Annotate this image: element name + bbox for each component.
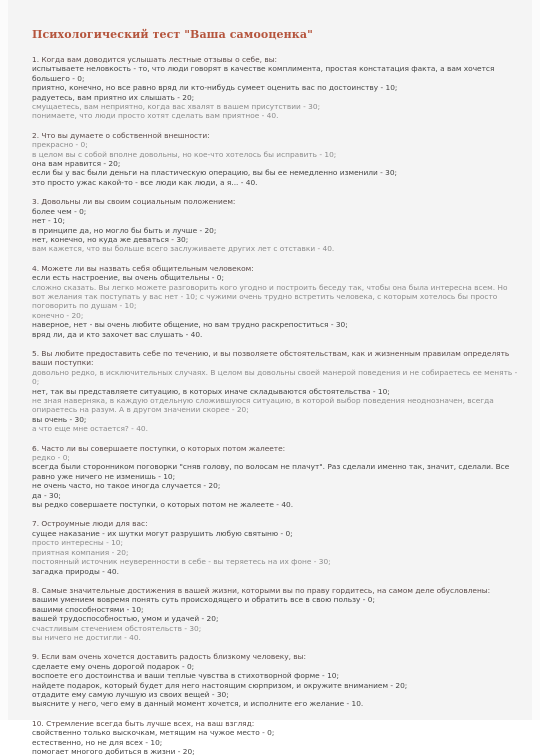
question-10 — [32, 719, 518, 756]
answer-option: наверное, нет - вы очень любите общение, но вам трудно раскрепоститься - 30; — [32, 320, 348, 330]
answer-option: свойственно только выскочкам, метящим на чужое место - 0; — [32, 728, 275, 738]
answer-option: в принципе да, но могло бы быть и лучше - 20; — [32, 225, 217, 235]
answer-option: редко - 0; — [32, 453, 70, 463]
question-3 — [32, 197, 518, 253]
answer-option: вряд ли, да и кто захочет вас слушать - 40. — [32, 329, 203, 339]
answer-option: прекрасно - 0; — [32, 140, 88, 150]
answer-option: нет, конечно, но куда же деваться - 30; — [32, 234, 189, 244]
question-2 — [32, 131, 518, 187]
answer-option: приятно, конечно, но все равно вряд ли кто-нибудь сумеет оценить вас по достоинству - 10; — [32, 83, 398, 93]
question-heading: 3. Довольны ли вы своим социальным положением: — [32, 197, 236, 207]
answer-option: отдадите ему самую лучшую из своих вещей - 30; — [32, 689, 229, 699]
answer-option: конечно - 20; — [32, 310, 84, 320]
question-heading: 1. Когда вам доводится услышать лестные отзывы о себе, вы: — [32, 55, 278, 64]
question-heading: 10. Стремление всегда быть лучше всех, на ваш взгляд: — [32, 718, 255, 728]
answer-option: загадка природы - 40. — [32, 566, 119, 576]
answer-option: более чем - 0; — [32, 206, 87, 216]
answer-option: вам кажется, что вы больше всего заслуживаете других лет с отставки - 40. — [32, 244, 335, 254]
answer-option: найдете подарок, который будет для него настоящим сюрпризом, и окружите вниманием - 20; — [32, 680, 408, 690]
answer-option: в целом вы с собой вполне довольны, но кое-что хотелось бы исправить - 10; — [32, 149, 337, 159]
question-heading: 9. Если вам очень хочется доставить радость близкому человеку, вы: — [32, 652, 306, 662]
answer-option: нет, так вы представляете ситуацию, в которых иначе складываются обстоятельства - 10; — [32, 386, 390, 396]
answer-option: приятная компания - 20; — [32, 547, 129, 557]
answer-option: если бы у вас были деньги на пластическую операцию, вы бы ее немедленно изменили - 30; — [32, 168, 398, 178]
question-5 — [32, 349, 518, 434]
answer-option: не очень часто, но такое иногда случается - 20; — [32, 481, 221, 491]
answer-option: вашим умением вовремя понять суть происходящего и обратить все в свою пользу - 0; — [32, 595, 375, 605]
question-1 — [32, 55, 518, 121]
answer-option: постоянный источник неуверенности в себе - вы теряетесь на их фоне - 30; — [32, 557, 331, 567]
answer-option: понимаете, что люди просто хотят сделать вам приятное - 40. — [32, 111, 279, 121]
page-title: Психологический тест "Ваша самооценка" — [32, 28, 313, 41]
answer-option: смущаетесь, вам неприятно, когда вас хвалят в вашем присутствии - 30; — [32, 102, 321, 112]
answer-option: просто интересны - 10; — [32, 538, 124, 548]
answer-option: да - 30; — [32, 490, 61, 500]
question-9 — [32, 652, 518, 708]
answer-option: всегда были сторонником поговорки "сняв голову, по волосам не плачут". Раз сделали именно так, значит, сделали. Все равно уже ничего не изменишь - 10; — [32, 462, 510, 481]
answer-option: довольно редко, в исключительных случаях. В целом вы довольны своей манерой поведения и не собираетесь ее менять - 0; — [32, 367, 518, 387]
question-heading: 5. Вы любите предоставить себе по течению, и вы позволяете обстоятельствам, как и жизненным правилам определять ваши поступки: — [32, 348, 510, 368]
answer-option: сложно сказать. Вы легко можете разговорить кого угодно и построить беседу так, чтобы она была интересна всем. Но вот желания так поступать у вас нет - 10; с чужими очень трудно встретить человека, с которым хотелось бы просто поговорить по душам - 10; — [32, 282, 508, 311]
answer-option: вашей трудоспособностью, умом и удачей - 20; — [32, 614, 219, 624]
answer-option: а что еще мне остается? - 40. — [32, 424, 148, 434]
answer-option: нет - 10; — [32, 216, 65, 226]
question-heading: 2. Что вы думаете о собственной внешности: — [32, 130, 210, 140]
answer-option: испытываете неловкость - то, что люди говорят в качестве комплимента, простая констатация факта, а вам хочется большего - 0; — [32, 64, 495, 83]
questions-list — [24, 55, 518, 756]
answer-option: если есть настроение, вы очень общительны - 0; — [32, 273, 224, 283]
answer-option: она вам нравится - 20; — [32, 159, 121, 169]
answer-option: счастливым стечением обстоятельств - 30; — [32, 623, 202, 633]
answer-option: сделаете ему очень дорогой подарок - 0; — [32, 661, 195, 671]
answer-option: естественно, но не для всех - 10; — [32, 737, 163, 747]
question-heading: 6. Часто ли вы совершаете поступки, о которых потом жалеете: — [32, 443, 286, 453]
answer-option: помогает многого добиться в жизни - 20; — [32, 747, 195, 756]
answer-option: это просто ужас какой-то - все люди как люди, а я... - 40. — [32, 177, 258, 187]
answer-option: не зная наверняка, в каждую отдельную сложившуюся ситуацию, в которой выбор поведения неоднозначен, всегда опираетесь на разум. А в другом значении скорее - 20; — [32, 396, 494, 415]
answer-option: выясните у него, чего ему в данный момент хочется, и исполните его желание - 10. — [32, 699, 364, 709]
answer-option: радуетесь, вам приятно их слышать - 20; — [32, 92, 195, 102]
question-8 — [32, 586, 518, 642]
question-4 — [32, 264, 518, 339]
answer-option: сущее наказание - их шутки могут разрушить любую святыню - 0; — [32, 528, 293, 538]
answer-option: вы редко совершаете поступки, о которых потом не жалеете - 40. — [32, 500, 294, 510]
question-heading: 8. Самые значительные достижения в вашей жизни, которыми вы по праву гордитесь, на самом деле обусловлены: — [32, 585, 491, 595]
answer-option: вашими способностями - 10; — [32, 604, 144, 614]
question-6 — [32, 444, 518, 510]
answer-option: вы ничего не достигли - 40. — [32, 632, 141, 642]
answer-option: воспоете его достоинства и ваши теплые чувства в стихотворной форме - 10; — [32, 671, 339, 681]
answer-option: вы очень - 30; — [32, 414, 87, 424]
question-heading: 7. Остроумные люди для вас: — [32, 519, 148, 529]
question-heading: 4. Можете ли вы назвать себя общительным человеком: — [32, 263, 254, 273]
question-7 — [32, 519, 518, 575]
